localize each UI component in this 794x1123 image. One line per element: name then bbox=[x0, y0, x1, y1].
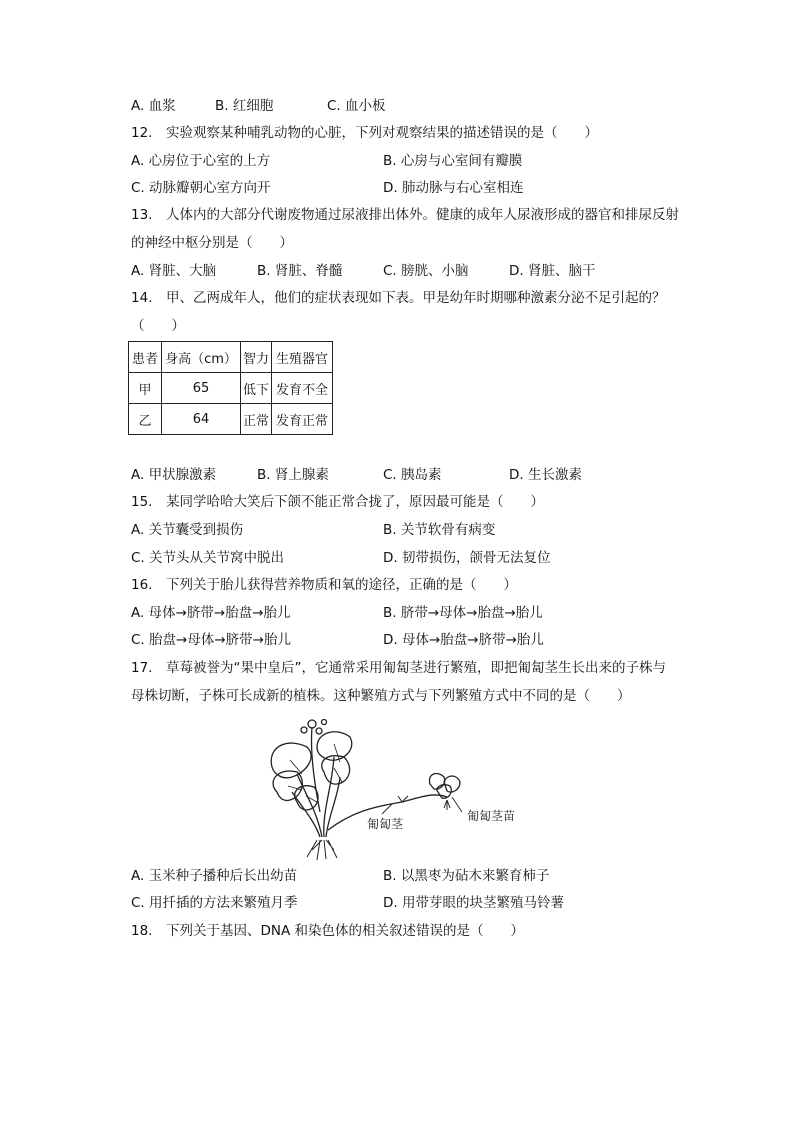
q14-option-a: A. 甲状腺激素 bbox=[131, 467, 217, 483]
table-header-cell: 身高（cm） bbox=[162, 342, 241, 373]
q14-option-d: D. 生长激素 bbox=[509, 467, 582, 483]
q11-option-c: C. 血小板 bbox=[327, 98, 386, 114]
q12-option-a: A. 心房位于心室的上方 bbox=[131, 153, 271, 169]
symptom-table bbox=[128, 341, 333, 435]
q16-option-a: A. 母体→脐带→胎盘→胎儿 bbox=[131, 605, 291, 621]
q15-option-d: D. 韧带损伤，颌骨无法复位 bbox=[383, 550, 551, 566]
q17-stem-line2: 母株切断，子株可长成新的植株。这种繁殖方式与下列繁殖方式中不同的是（ ） bbox=[131, 688, 631, 704]
q13-option-a: A. 肾脏、大脑 bbox=[131, 263, 217, 279]
q12-stem: 12. 实验观察某种哺乳动物的心脏，下列对观察结果的描述错误的是（ ） bbox=[131, 125, 598, 141]
table-cell: 正常 bbox=[241, 404, 272, 435]
q12-option-d: D. 肺动脉与右心室相连 bbox=[383, 180, 524, 196]
q16-option-d: D. 母体→胎盘→脐带→胎儿 bbox=[383, 632, 544, 648]
q11-option-b: B. 红细胞 bbox=[215, 98, 274, 114]
table-header-cell: 生殖器官 bbox=[272, 342, 333, 373]
table-header-row bbox=[129, 342, 333, 373]
q12-option-c: C. 动脉瓣朝心室方向开 bbox=[131, 180, 271, 196]
q13-stem-line1: 13. 人体内的大部分代谢废物通过尿液排出体外。健康的成年人尿液形成的器官和排尿反射 bbox=[131, 207, 679, 223]
q17-option-a: A. 玉米种子播种后长出幼苗 bbox=[131, 868, 298, 884]
q16-stem: 16. 下列关于胎儿获得营养物质和氧的途径，正确的是（ ） bbox=[131, 577, 517, 593]
q13-stem-line2: 的神经中枢分别是（ ） bbox=[131, 235, 293, 251]
table-cell: 发育不全 bbox=[272, 373, 333, 404]
q12-option-b: B. 心房与心室间有瓣膜 bbox=[383, 153, 523, 169]
q14-stem-line2: （ ） bbox=[131, 318, 185, 334]
label-stolon: 匍匐茎 bbox=[367, 817, 404, 831]
q17-option-d: D. 用带芽眼的块茎繁殖马铃薯 bbox=[383, 895, 564, 911]
q18-stem: 18. 下列关于基因、DNA 和染色体的相关叙述错误的是（ ） bbox=[131, 923, 524, 939]
q13-option-b: B. 肾脏、脊髓 bbox=[257, 263, 343, 279]
strawberry-runner-figure bbox=[262, 712, 532, 862]
q16-option-c: C. 胎盘→母体→脐带→胎儿 bbox=[131, 632, 291, 648]
table-cell: 发育正常 bbox=[272, 404, 333, 435]
q13-option-d: D. 肾脏、脑干 bbox=[509, 263, 596, 279]
q17-option-b: B. 以黑枣为砧木来繁育柿子 bbox=[383, 868, 550, 884]
table-cell: 乙 bbox=[129, 404, 162, 435]
table-row bbox=[129, 404, 333, 435]
q15-option-a: A. 关节囊受到损伤 bbox=[131, 522, 244, 538]
table-row bbox=[129, 373, 333, 404]
label-runner-seedling: 匍匐茎苗 bbox=[467, 809, 516, 823]
table-header-cell: 智力 bbox=[241, 342, 272, 373]
table-cell: 64 bbox=[162, 404, 241, 435]
table-cell: 低下 bbox=[241, 373, 272, 404]
q13-option-c: C. 膀胱、小脑 bbox=[383, 263, 469, 279]
q14-stem-line1: 14. 甲、乙两成年人，他们的症状表现如下表。甲是幼年时期哪种激素分泌不足引起的？ bbox=[131, 290, 666, 306]
table-header-cell: 患者 bbox=[129, 342, 162, 373]
table-cell: 65 bbox=[162, 373, 241, 404]
table-cell: 甲 bbox=[129, 373, 162, 404]
q14-option-c: C. 胰岛素 bbox=[383, 467, 442, 483]
q17-option-c: C. 用扦插的方法来繁殖月季 bbox=[131, 895, 298, 911]
q15-stem: 15. 某同学哈哈大笑后下颌不能正常合拢了，原因最可能是（ ） bbox=[131, 494, 544, 510]
q11-option-a: A. 血浆 bbox=[131, 98, 176, 114]
q15-option-b: B. 关节软骨有病变 bbox=[383, 522, 496, 538]
q17-stem-line1: 17. 草莓被誉为“果中皇后”，它通常采用匍匐茎进行繁殖，即把匍匐茎生长出来的子株与 bbox=[131, 660, 666, 676]
q15-option-c: C. 关节头从关节窝中脱出 bbox=[131, 550, 285, 566]
q14-option-b: B. 肾上腺素 bbox=[257, 467, 329, 483]
q16-option-b: B. 脐带→母体→胎盘→胎儿 bbox=[383, 605, 543, 621]
